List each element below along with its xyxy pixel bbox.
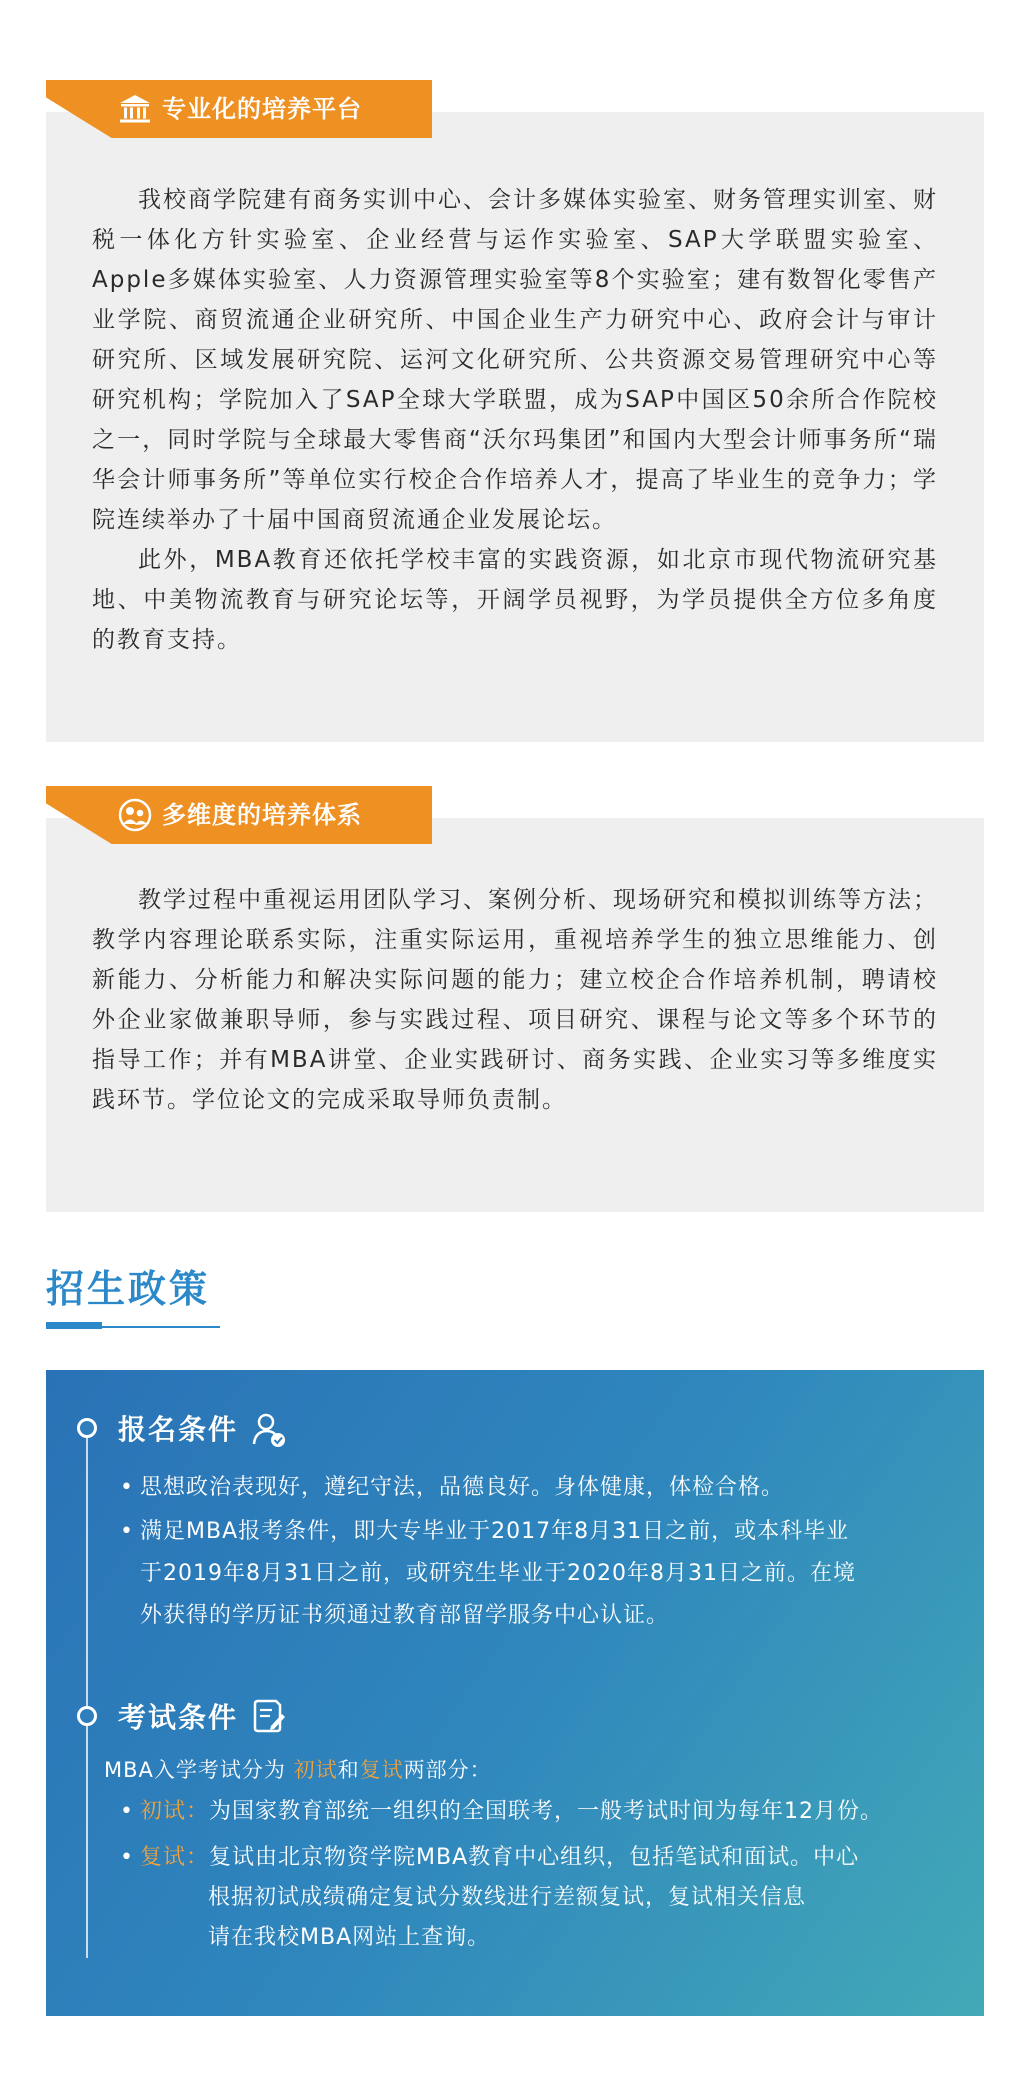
registration-item-2: • 满足MBA报考条件，即大专毕业于2017年8月31日之前，或本科毕业: [120, 1519, 850, 1544]
exam-intro: MBA入学考试分为 初试和复试两部分：: [104, 1758, 492, 1782]
admission-panel: [46, 1370, 984, 2016]
registration-title: 报名条件: [118, 1413, 239, 1446]
platform-tab: [46, 80, 432, 138]
admission-title: 招生政策: [46, 1267, 211, 1311]
platform-title: 专业化的培养平台: [162, 95, 362, 123]
exam-second-cont2: 请在我校MBA网站上查询。: [208, 1925, 491, 1950]
bank-icon: [118, 92, 152, 126]
timeline-dot: [77, 1706, 97, 1726]
system-title: 多维度的培养体系: [162, 801, 362, 829]
platform-body: [92, 180, 938, 660]
exam-title: 考试条件: [118, 1701, 239, 1734]
platform-paragraph-2: 此外，MBA教育还依托学校丰富的实践资源，如北京市现代物流研究基地、中美物流教育与研究论坛等，开阔学员视野，为学员提供全方位多角度的教育支持。: [92, 547, 938, 653]
exam-second-item: • 复试：复试由北京物资学院MBA教育中心组织，包括笔试和面试。中心: [120, 1845, 860, 1870]
exam-second-cont: 根据初试成绩确定复试分数线进行差额复试，复试相关信息: [208, 1885, 807, 1910]
registration-item-2-cont: 于2019年8月31日之前，或研究生毕业于2020年8月31日之前。在境: [140, 1561, 856, 1586]
document-edit-icon: [252, 1698, 286, 1734]
people-icon: [118, 798, 152, 832]
title-underline: [46, 1322, 102, 1329]
system-tab: [46, 786, 432, 844]
exam-first-item: • 初试：为国家教育部统一组织的全国联考，一般考试时间为每年12月份。: [120, 1799, 884, 1824]
user-check-icon: [252, 1412, 286, 1448]
timeline-line: [86, 1430, 88, 1958]
system-body: [92, 880, 938, 1120]
registration-item-2-cont2: 外获得的学历证书须通过教育部留学服务中心认证。: [140, 1603, 670, 1628]
timeline-dot: [77, 1418, 97, 1438]
registration-item-1: • 思想政治表现好，遵纪守法，品德良好。身体健康，体检合格。: [120, 1475, 785, 1500]
system-paragraph-1: 教学过程中重视运用团队学习、案例分析、现场研究和模拟训练等方法；教学内容理论联系实际，注重实际运用，重视培养学生的独立思维能力、创新能力、分析能力和解决实际问题的能力；建立校企合作培养机制，聘请校外企业家做兼职导师，参与实践过程、项目研究、课程与论文等多个环节的指导工作；并有MBA讲堂、企业实践研讨、商务实践、企业实习等多维度实践环节。学位论文的完成采取导师负责制。: [92, 887, 938, 1113]
title-underline-thin: [102, 1326, 220, 1328]
platform-paragraph-1: 我校商学院建有商务实训中心、会计多媒体实验室、财务管理实训室、财税一体化方针实验室、企业经营与运作实验室、SAP大学联盟实验室、Apple多媒体实验室、人力资源管理实验室等8个实验室；建有数智化零售产业学院、商贸流通企业研究所、中国企业生产力研究中心、政府会计与审计研究所、区域发展研究院、运河文化研究所、公共资源交易管理研究中心等研究机构；学院加入了SAP全球大学联盟，成为SAP中国区50余所合作院校之一，同时学院与全球最大零售商“沃尔玛集团”和国内大型会计师事务所“瑞华会计师事务所”等单位实行校企合作培养人才，提高了毕业生的竞争力；学院连续举办了十届中国商贸流通企业发展论坛。: [92, 187, 938, 533]
